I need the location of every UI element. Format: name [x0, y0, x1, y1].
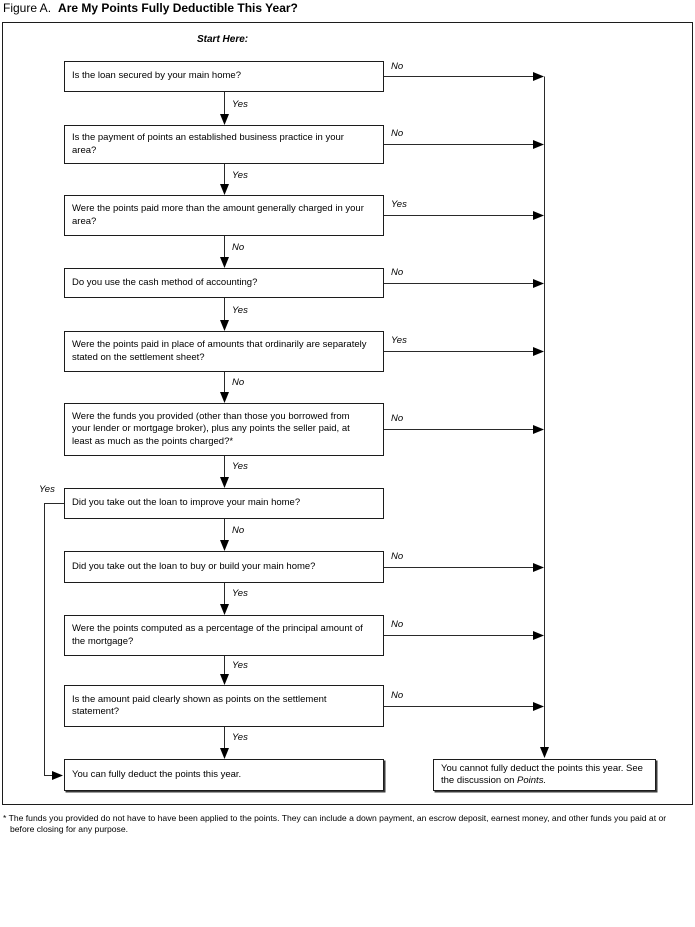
question-box-more-than-charged: Were the points paid more than the amount generally charged in your area?: [64, 195, 384, 236]
arrow-right-icon: [533, 279, 544, 288]
question-box-in-place-amounts: Were the points paid in place of amounts that ordinarily are separately stated on the settlement sheet?: [64, 331, 384, 372]
arrow-down-icon: [220, 604, 229, 615]
branch-label-side-2: No: [391, 128, 404, 139]
result-not-deduct-text: [441, 763, 647, 788]
question-box-funds-provided: Were the funds you provided (other than those you borrowed from your lender or mortgage broker), plus any points the seller paid, at least as much as the points charged?*: [64, 403, 384, 456]
question-box-loan-secured: Is the loan secured by your main home?: [64, 61, 384, 92]
arrow-down-icon: [220, 477, 229, 488]
flowchart-container: [2, 22, 693, 805]
arrow-down-icon: [540, 747, 549, 758]
page-title: Are My Points Fully Deductible This Year?: [58, 1, 298, 15]
arrow-down-icon: [220, 184, 229, 195]
arrow-right-icon: [52, 771, 63, 780]
question-box-percentage-principal: Were the points computed as a percentage of the principal amount of the mortgage?: [64, 615, 384, 656]
question-box-business-practice: Is the payment of points an established business practice in your area?: [64, 125, 384, 164]
branch-label-side-6: No: [391, 413, 404, 424]
branch-label-down-2: Yes: [232, 170, 248, 181]
question-box-buy-build-home: Did you take out the loan to buy or build your main home?: [64, 551, 384, 583]
result-deduct-text: You can fully deduct the points this year.: [72, 768, 242, 780]
figure-title: [3, 1, 298, 15]
branch-label-down-4: Yes: [232, 305, 248, 316]
arrow-right-icon: [533, 702, 544, 711]
arrow-right-icon: [533, 140, 544, 149]
branch-label-down-9: Yes: [232, 660, 248, 671]
figure-label: Figure A.: [3, 1, 52, 15]
start-here-label: Start Here:: [197, 34, 249, 45]
branch-label-down-5: No: [232, 377, 245, 388]
branch-label-side-5: Yes: [391, 335, 407, 346]
arrow-down-icon: [220, 257, 229, 268]
arrow-down-icon: [220, 392, 229, 403]
branch-label-side-4: No: [391, 267, 404, 278]
result-box-not-deduct: [433, 759, 656, 791]
footnote: * The funds you provided do not have to have been applied to the points. They can include a down payment, an escrow deposit, earnest money, and other funds you paid at or before closing for any purpose.: [3, 813, 667, 834]
arrow-right-icon: [533, 72, 544, 81]
branch-label-side-7: Yes: [39, 484, 55, 495]
left-loop-line: [45, 504, 65, 776]
arrow-right-icon: [533, 425, 544, 434]
branch-label-down-10: Yes: [232, 732, 248, 743]
arrow-down-icon: [220, 540, 229, 551]
arrow-right-icon: [533, 563, 544, 572]
branch-label-side-9: No: [391, 619, 404, 630]
arrow-right-icon: [533, 211, 544, 220]
arrow-down-icon: [220, 114, 229, 125]
branch-label-side-8: No: [391, 551, 404, 562]
result-not-deduct-points-ref: Points.: [517, 775, 547, 786]
arrow-down-icon: [220, 320, 229, 331]
result-not-deduct-prefix: You cannot fully deduct the points this year. See the discussion on: [441, 762, 643, 786]
arrow-down-icon: [220, 674, 229, 685]
question-box-improve-home: Did you take out the loan to improve your main home?: [64, 488, 384, 519]
question-box-cash-method: Do you use the cash method of accounting?: [64, 268, 384, 298]
question-box-clearly-shown: Is the amount paid clearly shown as points on the settlement statement?: [64, 685, 384, 727]
branch-label-side-10: No: [391, 690, 404, 701]
branch-label-side-1: No: [391, 61, 404, 72]
branch-label-down-3: No: [232, 242, 245, 253]
arrow-down-icon: [220, 748, 229, 759]
branch-label-down-6: Yes: [232, 461, 248, 472]
arrow-right-icon: [533, 631, 544, 640]
branch-label-side-3: Yes: [391, 199, 407, 210]
branch-label-down-1: Yes: [232, 99, 248, 110]
arrow-right-icon: [533, 347, 544, 356]
branch-label-down-7: No: [232, 525, 245, 536]
branch-label-down-8: Yes: [232, 588, 248, 599]
result-box-deduct: [64, 759, 384, 791]
